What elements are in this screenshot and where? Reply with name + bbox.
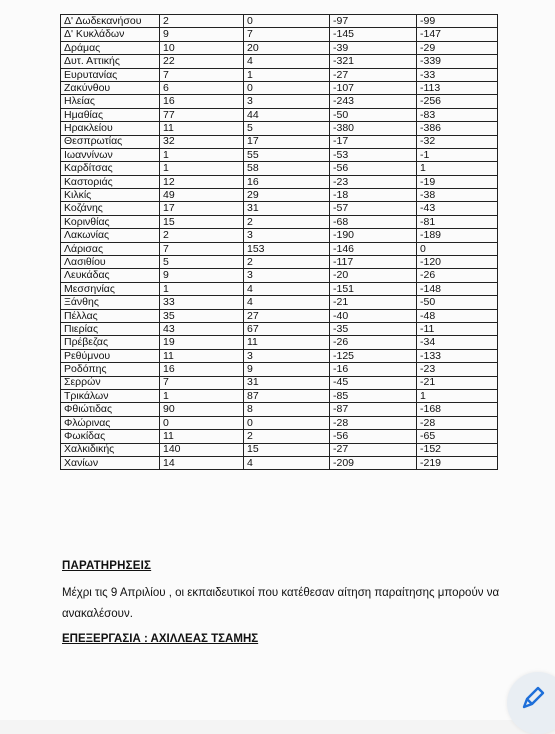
value-cell: 5 [160, 256, 244, 269]
value-cell: 4 [244, 55, 330, 68]
region-cell: Ζακύνθου [61, 81, 160, 94]
value-cell: 2 [160, 229, 244, 242]
value-cell: 49 [160, 189, 244, 202]
value-cell: 58 [244, 162, 330, 175]
value-cell: -34 [417, 336, 498, 349]
region-cell: Δ' Κυκλάδων [61, 28, 160, 41]
value-cell: -39 [330, 41, 417, 54]
region-cell: Τρικάλων [61, 389, 160, 402]
value-cell: -85 [330, 389, 417, 402]
value-cell: -117 [330, 256, 417, 269]
notes-body: Μέχρι τις 9 Απριλίου , οι εκπαιδευτικοί που κατέθεσαν αίτηση παραίτησης μπορούν να ανακαλέσουν. [62, 587, 500, 620]
region-cell: Φλώρινας [61, 416, 160, 429]
region-cell: Ευρυτανίας [61, 68, 160, 81]
region-cell: Ροδόπης [61, 363, 160, 376]
value-cell: 7 [244, 28, 330, 41]
table-row [61, 15, 498, 28]
table-row [61, 68, 498, 81]
table-row [61, 389, 498, 402]
table-row [61, 41, 498, 54]
value-cell: 11 [160, 349, 244, 362]
value-cell: 90 [160, 403, 244, 416]
table-row [61, 189, 498, 202]
value-cell: -26 [330, 336, 417, 349]
value-cell: -18 [330, 189, 417, 202]
value-cell: -43 [417, 202, 498, 215]
value-cell: -28 [417, 416, 498, 429]
value-cell: 9 [160, 269, 244, 282]
value-cell: 1 [160, 282, 244, 295]
region-cell: Ημαθίας [61, 108, 160, 121]
value-cell: 10 [160, 41, 244, 54]
value-cell: 1 [417, 389, 498, 402]
region-cell: Δ' Δωδεκανήσου [61, 15, 160, 28]
value-cell: 2 [244, 430, 330, 443]
value-cell: 29 [244, 189, 330, 202]
value-cell: -29 [417, 41, 498, 54]
edit-button[interactable] [507, 672, 555, 734]
value-cell: 17 [160, 202, 244, 215]
value-cell: -20 [330, 269, 417, 282]
value-cell: -120 [417, 256, 498, 269]
region-cell: Κορινθίας [61, 215, 160, 228]
value-cell: 17 [244, 135, 330, 148]
value-cell: 0 [160, 416, 244, 429]
table-row [61, 443, 498, 456]
value-cell: 31 [244, 202, 330, 215]
value-cell: -53 [330, 148, 417, 161]
table-row [61, 416, 498, 429]
table-row [61, 229, 498, 242]
value-cell: -65 [417, 430, 498, 443]
value-cell: -107 [330, 81, 417, 94]
region-cell: Κοζάνης [61, 202, 160, 215]
value-cell: -321 [330, 55, 417, 68]
value-cell: 15 [160, 215, 244, 228]
value-cell: 19 [160, 336, 244, 349]
value-cell: -189 [417, 229, 498, 242]
value-cell: -23 [417, 363, 498, 376]
value-cell: -28 [330, 416, 417, 429]
table-row [61, 215, 498, 228]
value-cell: -45 [330, 376, 417, 389]
value-cell: -23 [330, 175, 417, 188]
data-table [60, 14, 498, 470]
value-cell: -256 [417, 95, 498, 108]
value-cell: 140 [160, 443, 244, 456]
value-cell: -50 [417, 296, 498, 309]
value-cell: 11 [244, 336, 330, 349]
region-cell: Σερρών [61, 376, 160, 389]
value-cell: 0 [244, 15, 330, 28]
value-cell: -83 [417, 108, 498, 121]
value-cell: -38 [417, 189, 498, 202]
value-cell: -125 [330, 349, 417, 362]
value-cell: -56 [330, 162, 417, 175]
region-cell: Ιωαννίνων [61, 148, 160, 161]
table-row [61, 282, 498, 295]
region-cell: Καστοριάς [61, 175, 160, 188]
value-cell: 15 [244, 443, 330, 456]
value-cell: -27 [330, 443, 417, 456]
value-cell: 9 [160, 28, 244, 41]
region-cell: Χαλκιδικής [61, 443, 160, 456]
table-row [61, 81, 498, 94]
region-cell: Ηλείας [61, 95, 160, 108]
table-row [61, 162, 498, 175]
table-row [61, 309, 498, 322]
region-cell: Πιερίας [61, 322, 160, 335]
value-cell: -33 [417, 68, 498, 81]
value-cell: 12 [160, 175, 244, 188]
table-row [61, 430, 498, 443]
value-cell: -386 [417, 122, 498, 135]
value-cell: 3 [244, 269, 330, 282]
region-cell: Δυτ. Αττικής [61, 55, 160, 68]
table-row [61, 256, 498, 269]
table-row [61, 296, 498, 309]
value-cell: 2 [160, 15, 244, 28]
table-row [61, 322, 498, 335]
region-cell: Λακωνίας [61, 229, 160, 242]
region-cell: Ηρακλείου [61, 122, 160, 135]
value-cell: 16 [160, 95, 244, 108]
table-row [61, 55, 498, 68]
value-cell: 20 [244, 41, 330, 54]
table-row [61, 202, 498, 215]
value-cell: 3 [244, 229, 330, 242]
value-cell: -50 [330, 108, 417, 121]
value-cell: -81 [417, 215, 498, 228]
region-cell: Πέλλας [61, 309, 160, 322]
value-cell: -27 [330, 68, 417, 81]
value-cell: -87 [330, 403, 417, 416]
value-cell: 11 [160, 122, 244, 135]
value-cell: 1 [417, 162, 498, 175]
table-row [61, 95, 498, 108]
region-cell: Πρέβεζας [61, 336, 160, 349]
value-cell: -68 [330, 215, 417, 228]
table-row [61, 376, 498, 389]
value-cell: 1 [160, 148, 244, 161]
table-row [61, 28, 498, 41]
value-cell: -48 [417, 309, 498, 322]
value-cell: 3 [244, 95, 330, 108]
table-row [61, 148, 498, 161]
value-cell: 3 [244, 349, 330, 362]
value-cell: -145 [330, 28, 417, 41]
value-cell: -11 [417, 322, 498, 335]
table-row [61, 269, 498, 282]
region-cell: Ξάνθης [61, 296, 160, 309]
value-cell: 5 [244, 122, 330, 135]
value-cell: 32 [160, 135, 244, 148]
value-cell: 4 [244, 282, 330, 295]
value-cell: 2 [244, 256, 330, 269]
value-cell: -152 [417, 443, 498, 456]
value-cell: -147 [417, 28, 498, 41]
value-cell: 16 [160, 363, 244, 376]
table-row [61, 403, 498, 416]
value-cell: -1 [417, 148, 498, 161]
value-cell: 67 [244, 322, 330, 335]
value-cell: 0 [244, 81, 330, 94]
value-cell: 77 [160, 108, 244, 121]
value-cell: 27 [244, 309, 330, 322]
value-cell: 2 [244, 215, 330, 228]
value-cell: 87 [244, 389, 330, 402]
value-cell: -133 [417, 349, 498, 362]
table-row [61, 135, 498, 148]
value-cell: -339 [417, 55, 498, 68]
region-cell: Λασιθίου [61, 256, 160, 269]
value-cell: -148 [417, 282, 498, 295]
value-cell: 7 [160, 242, 244, 255]
editor-credit: ΕΠΕΞΕΡΓΑΣΙΑ : ΑΧΙΛΛΕΑΣ ΤΣΑΜΗΣ [62, 633, 259, 645]
value-cell: -219 [417, 456, 498, 469]
value-cell: -32 [417, 135, 498, 148]
region-cell: Φθιώτιδας [61, 403, 160, 416]
value-cell: 16 [244, 175, 330, 188]
value-cell: -190 [330, 229, 417, 242]
value-cell: -168 [417, 403, 498, 416]
value-cell: 6 [160, 81, 244, 94]
value-cell: 1 [244, 68, 330, 81]
value-cell: -40 [330, 309, 417, 322]
pencil-icon [521, 684, 547, 710]
value-cell: 44 [244, 108, 330, 121]
value-cell: 43 [160, 322, 244, 335]
value-cell: -209 [330, 456, 417, 469]
region-cell: Λευκάδας [61, 269, 160, 282]
value-cell: -56 [330, 430, 417, 443]
region-cell: Ρεθύμνου [61, 349, 160, 362]
value-cell: 9 [244, 363, 330, 376]
value-cell: 0 [417, 242, 498, 255]
table-body [61, 15, 498, 470]
value-cell: 7 [160, 68, 244, 81]
value-cell: 14 [160, 456, 244, 469]
value-cell: -380 [330, 122, 417, 135]
value-cell: -19 [417, 175, 498, 188]
value-cell: 8 [244, 403, 330, 416]
value-cell: -99 [417, 15, 498, 28]
table-row [61, 122, 498, 135]
value-cell: 1 [160, 389, 244, 402]
value-cell: 33 [160, 296, 244, 309]
value-cell: -21 [330, 296, 417, 309]
table-row [61, 108, 498, 121]
value-cell: -113 [417, 81, 498, 94]
value-cell: 1 [160, 162, 244, 175]
table-row [61, 363, 498, 376]
region-cell: Δράμας [61, 41, 160, 54]
region-cell: Χανίων [61, 456, 160, 469]
region-cell: Θεσπρωτίας [61, 135, 160, 148]
value-cell: 55 [244, 148, 330, 161]
value-cell: 31 [244, 376, 330, 389]
region-cell: Φωκίδας [61, 430, 160, 443]
value-cell: -21 [417, 376, 498, 389]
value-cell: 4 [244, 456, 330, 469]
value-cell: -151 [330, 282, 417, 295]
value-cell: -17 [330, 135, 417, 148]
value-cell: 153 [244, 242, 330, 255]
table-row [61, 349, 498, 362]
region-cell: Λάρισας [61, 242, 160, 255]
table-row [61, 175, 498, 188]
value-cell: 22 [160, 55, 244, 68]
value-cell: -243 [330, 95, 417, 108]
notes-title: ΠΑΡΑΤΗΡΗΣΕΙΣ [62, 560, 152, 572]
table-row [61, 336, 498, 349]
value-cell: 11 [160, 430, 244, 443]
value-cell: 0 [244, 416, 330, 429]
region-cell: Μεσσηνίας [61, 282, 160, 295]
value-cell: -16 [330, 363, 417, 376]
value-cell: -35 [330, 322, 417, 335]
value-cell: -97 [330, 15, 417, 28]
value-cell: 4 [244, 296, 330, 309]
value-cell: -57 [330, 202, 417, 215]
region-cell: Κιλκίς [61, 189, 160, 202]
value-cell: -146 [330, 242, 417, 255]
value-cell: 35 [160, 309, 244, 322]
value-cell: 7 [160, 376, 244, 389]
value-cell: -26 [417, 269, 498, 282]
region-cell: Καρδίτσας [61, 162, 160, 175]
table-row [61, 242, 498, 255]
table-row [61, 456, 498, 469]
